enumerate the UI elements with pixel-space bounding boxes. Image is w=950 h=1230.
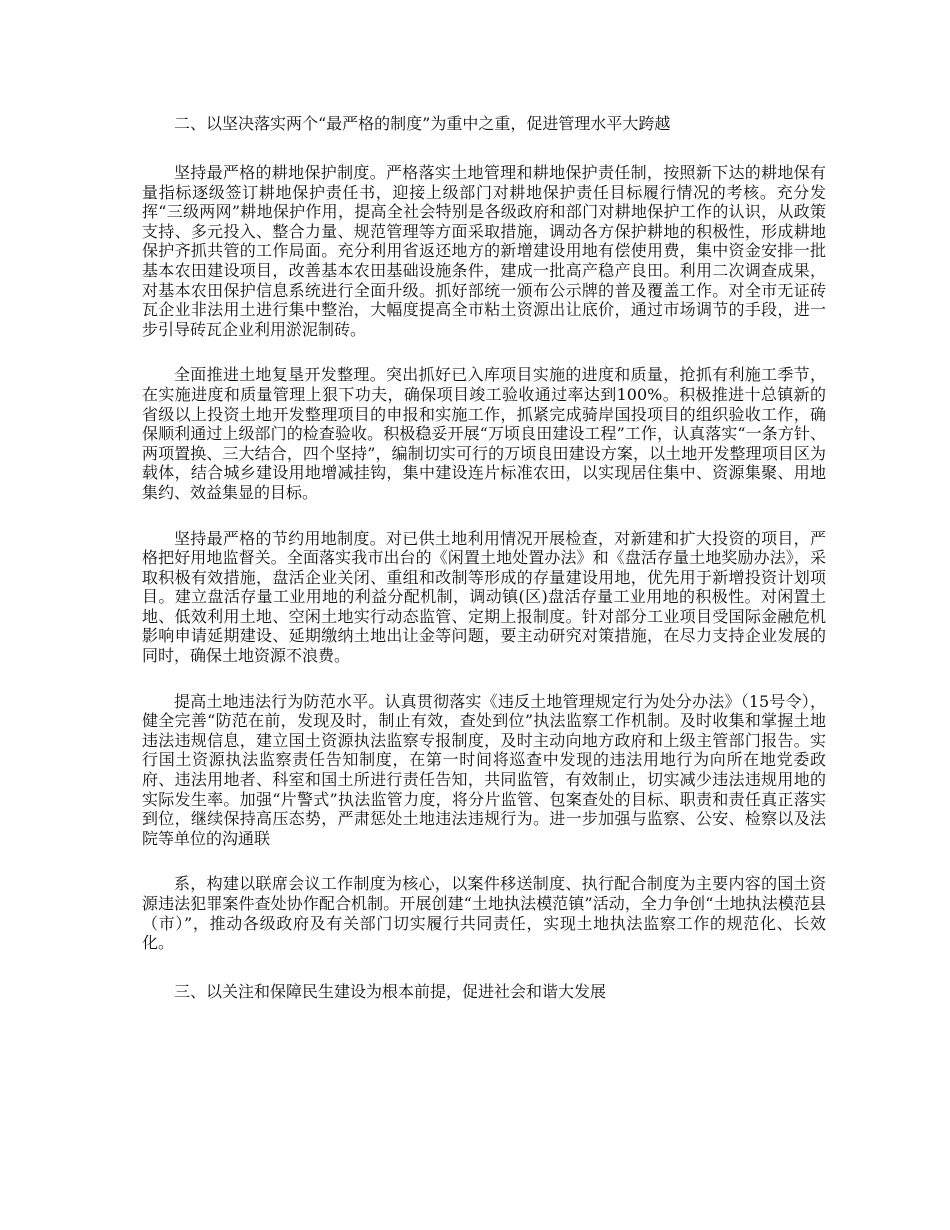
paragraph-coordination-mechanism: 系，构建以联席会议工作制度为核心，以案件移送制度、执行配合制度为主要内容的国土资源违法犯罪案件查处协作配合机制。开展创建“土地执法模范镇”活动，全力争创“土地执法模范县（市）”，推动各级政府及有关部门切实履行共同责任，实现土地执法监察工作的规范化、长效化。: [142, 874, 826, 953]
document-page: [142, 112, 826, 1004]
paragraph-violation-prevention: 提高土地违法行为防范水平。认真贯彻落实《违反土地管理规定行为处分办法》（15号令），健全完善“防范在前，发现及时，制止有效，查处到位”执法监察工作机制。及时收集和掌握土地违法违规信息，建立国土资源执法监察专报制度，及时主动向地方政府和上级主管部门报告。实行国土资源执法监察责任告知制度，在第一时间将巡查中发现的违法用地行为向所在地党委政府、违法用地者、科室和国土所进行责任告知，共同监管，有效制止，切实减少违法违规用地的实际发生率。加强“片警式”执法监管力度，将分片监管、包案查处的目标、职责和责任真正落实到位，继续保持高压态势，严肃惩处土地违法违规行为。进一步加强与监察、公安、检察以及法院等单位的沟通联: [142, 691, 826, 848]
paragraph-land-reclamation: 全面推进土地复垦开发整理。突出抓好已入库项目实施的进度和质量，抢抓有利施工季节，在实施进度和质量管理上狠下功夫，确保项目竣工验收通过率达到100%。积极推进十总镇新的省级以上投资土地开发整理项目的申报和实施工作，抓紧完成骑岸国投项目的组织验收工作，确保顺利通过上级部门的检查验收。积极稳妥开展“万顷良田建设工程”工作，认真落实“一条方针、两项置换、三大结合，四个坚持”，编制切实可行的万顷良田建设方案，以土地开发整理项目区为载体，结合城乡建设用地增减挂钩，集中建设连片标准农田，以实现居住集中、资源集聚、用地集约、效益集显的目标。: [142, 365, 826, 502]
section-heading-3: 三、以关注和保障民生建设为根本前提，促进社会和谐大发展: [174, 981, 607, 1001]
section-heading-2: 二、以坚决落实两个“最严格的制度”为重中之重，促进管理水平大跨越: [174, 114, 671, 133]
paragraph-farmland-protection: 坚持最严格的耕地保护制度。严格落实土地管理和耕地保护责任制，按照新下达的耕地保有量指标逐级签订耕地保护责任书，迎接上级部门对耕地保护责任目标履行情况的考核。充分发挥“三级两网”耕地保护作用，提高全社会特别是各级政府和部门对耕地保护工作的认识，从政策支持、多元投入、整合力量、规范管理等方面采取措施，调动各方保护耕地的积极性，形成耕地保护齐抓共管的工作局面。充分利用省返还地方的新增建设用地有偿使用费，集中资金安排一批基本农田建设项目，改善基本农田基础设施条件，建成一批高产稳产良田。利用二次调查成果，对基本农田保护信息系统进行全面升级。抓好部统一颁布公示牌的普及覆盖工作。对全市无证砖瓦企业非法用土进行集中整治，大幅度提高全市粘土资源出让底价，通过市场调节的手段，进一步引导砖瓦企业利用淤泥制砖。: [142, 163, 826, 339]
paragraph-land-saving: 坚持最严格的节约用地制度。对已供土地利用情况开展检查，对新建和扩大投资的项目，严格把好用地监督关。全面落实我市出台的《闲置土地处置办法》和《盘活存量土地奖励办法》，采取积极有效措施，盘活企业关闭、重组和改制等形成的存量建设用地，优先用于新增投资计划项目。建立盘活存量工业用地的利益分配机制，调动镇(区)盘活存量工业用地的积极性。对闲置土地、低效利用土地、空闲土地实行动态监管、定期上报制度。针对部分工业项目受国际金融危机影响申请延期建设、延期缴纳土地出让金等问题，要主动研究对策措施，在尽力支持企业发展的同时，确保土地资源不浪费。: [142, 528, 826, 666]
